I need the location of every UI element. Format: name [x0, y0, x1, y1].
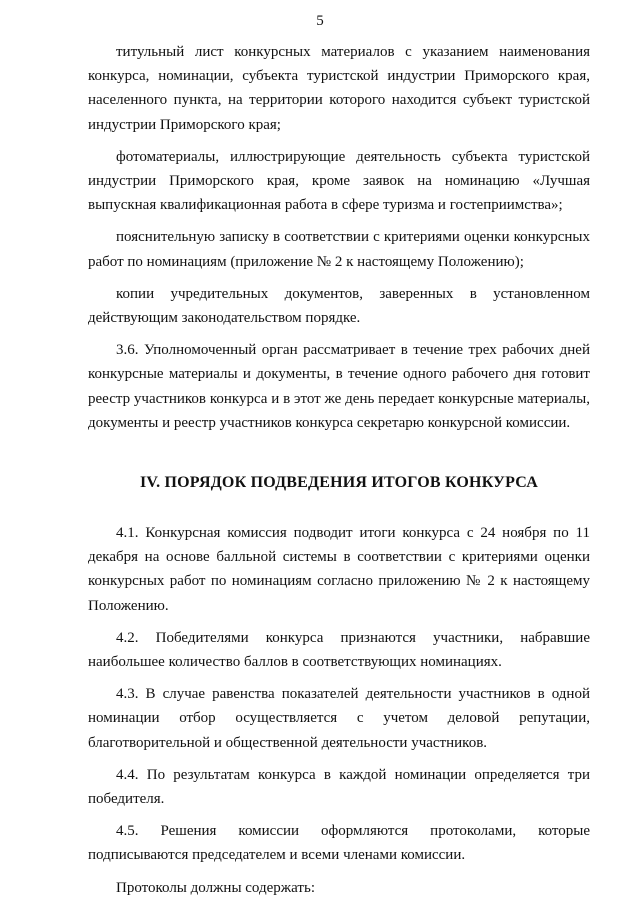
- paragraph-4-3: 4.3. В случае равенства показателей деятельности участников в одной номинации отбор осуществляется с учетом деловой репутации, благотворительной и общественной деятельности участников.: [88, 686, 590, 751]
- section-heading: IV. ПОРЯДОК ПОДВЕДЕНИЯ ИТОГОВ КОНКУРСА: [139, 474, 538, 492]
- document-body: [88, 40, 590, 900]
- paragraph-3-6: 3.6. Уполномоченный орган рассматривает в течение трех рабочих дней конкурсные материалы и документы, в течение одного рабочего дня готовит реестр участников конкурса и в этот же день передает конкурсные материалы, документы и реестр участников конкурса секретарю конкурсной комиссии.: [88, 342, 590, 431]
- paragraph-photos: фотоматериалы, иллюстрирующие деятельность субъекта туристской индустрии Приморского края, кроме заявок на номинацию «Лучшая выпускная квалификационная работа в сфере туризма и гостеприимства»;: [88, 148, 590, 214]
- paragraph-4-2: 4.2. Победителями конкурса признаются участники, набравшие наибольшее количество баллов в соответствующих номинациях.: [88, 629, 590, 671]
- page-number: 5: [316, 13, 324, 29]
- paragraph-4-4: 4.4. По результатам конкурса в каждой номинации определяется три победителя.: [88, 766, 590, 808]
- paragraph-founding-documents: копии учредительных документов, заверенных в установленном действующим законодательством порядке.: [88, 285, 590, 327]
- paragraph-title-sheet: титульный лист конкурсных материалов с указанием наименования конкурса, номинации, субъекта туристской индустрии Приморского края, населенного пункта, на территории которого находится субъект туристской индустрии Приморского края;: [88, 44, 590, 133]
- paragraph-4-1: 4.1. Конкурсная комиссия подводит итоги конкурса с 24 ноября по 11 декабря на основе балльной системы в соответствии с критериями оценки конкурсных работ по номинациям согласно приложению № 2 к настоящему Положению.: [88, 525, 590, 614]
- paragraph-explanatory-note: пояснительную записку в соответствии с критериями оценки конкурсных работ по номинациям (приложение № 2 к настоящему Положению);: [88, 229, 590, 270]
- paragraph-4-5: 4.5. Решения комиссии оформляются протоколами, которые подписываются председателем и всеми членами комиссии.: [88, 823, 590, 864]
- paragraph-protocols: Протоколы должны содержать:: [116, 879, 315, 896]
